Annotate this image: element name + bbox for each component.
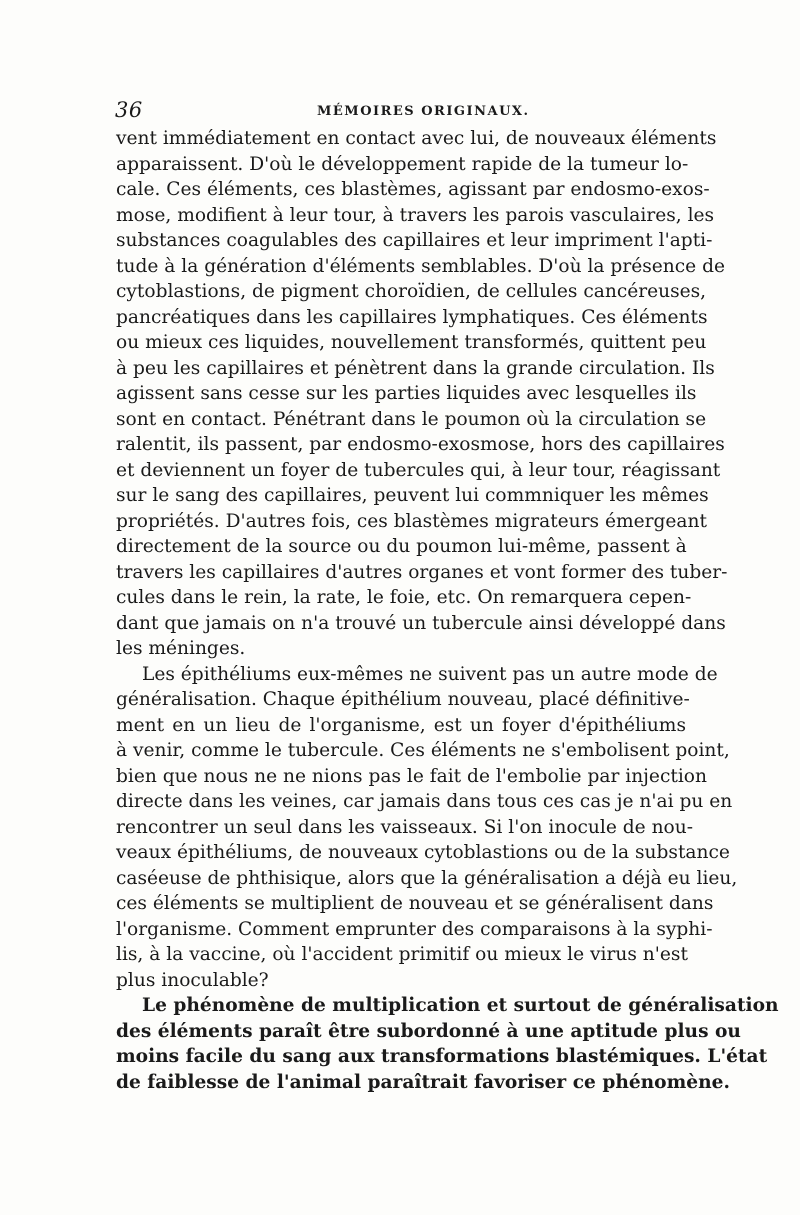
page-number: 36 xyxy=(115,98,143,122)
text-line: tude à la génération d'éléments semblables. D'où la présence de xyxy=(116,255,725,277)
text-line: caséeuse de phthisique, alors que la généralisation a déjà eu lieu, xyxy=(116,867,738,889)
text-line: bien que nous ne ne nions pas le fait de l'embolie par injection xyxy=(116,765,707,787)
text-line: de faiblesse de l'animal paraîtrait favoriser ce phénomène. xyxy=(116,1071,730,1093)
text-line: Les épithéliums eux-mêmes ne suivent pas un autre mode de xyxy=(142,663,718,685)
text-line: ment en un lieu de l'organisme, est un foyer d'épithéliums xyxy=(116,714,686,736)
text-line: des éléments paraît être subordonné à une aptitude plus ou xyxy=(116,1020,741,1042)
text-line: à peu les capillaires et pénètrent dans la grande circulation. Ils xyxy=(116,357,715,379)
text-line: Le phénomène de multiplication et surtout de généralisation xyxy=(142,995,779,1016)
text-line: l'organisme. Comment emprunter des comparaisons à la syphi- xyxy=(116,918,713,940)
text-line: propriétés. D'autres fois, ces blastèmes migrateurs émergeant xyxy=(116,510,707,532)
text-line: moins facile du sang aux transformations blastémiques. L'état xyxy=(116,1046,768,1067)
text-line: apparaissent. D'où le développement rapide de la tumeur lo- xyxy=(116,153,689,175)
body-text xyxy=(116,126,779,1095)
paragraph-1 xyxy=(116,126,728,662)
text-line: sont en contact. Pénétrant dans le poumon où la circulation se xyxy=(116,408,707,430)
paragraph-2 xyxy=(116,662,738,994)
text-line: lis, à la vaccine, où l'accident primitif ou mieux le virus n'est xyxy=(116,944,688,965)
text-line: à venir, comme le tubercule. Ces éléments ne s'embolisent point, xyxy=(116,740,730,761)
text-line: cytoblastions, de pigment choroïdien, de cellules cancéreuses, xyxy=(116,281,707,302)
text-line: directement de la source ou du poumon lui-même, passent à xyxy=(116,536,687,557)
text-line: généralisation. Chaque épithélium nouveau, placé définitive- xyxy=(116,689,690,710)
text-line: pancréatiques dans les capillaires lymphatiques. Ces éléments xyxy=(116,306,708,328)
text-line: substances coagulables des capillaires et leur impriment l'apti- xyxy=(116,230,713,251)
text-line: cale. Ces éléments, ces blastèmes, agissant par endosmo-exos- xyxy=(116,179,710,200)
text-line: sur le sang des capillaires, peuvent lui commniquer les mêmes xyxy=(116,485,709,506)
text-line: ralentit, ils passent, par endosmo-exosmose, hors des capillaires xyxy=(116,434,725,455)
text-line: cules dans le rein, la rate, le foie, etc. On remarquera cepen- xyxy=(116,587,692,608)
text-line: rencontrer un seul dans les vaisseaux. Si l'on inocule de nou- xyxy=(116,816,694,838)
running-title: MÉMOIRES ORIGINAUX. xyxy=(317,104,530,119)
paragraph-3 xyxy=(116,993,779,1095)
text-line: veaux épithéliums, de nouveaux cytoblastions ou de la substance xyxy=(116,842,730,863)
text-line: ces éléments se multiplient de nouveau et se généralisent dans xyxy=(116,893,714,914)
text-line: directe dans les veines, car jamais dans tous ces cas je n'ai pu en xyxy=(116,791,733,812)
text-line: dant que jamais on n'a trouvé un tubercule ainsi développé dans xyxy=(116,612,726,634)
text-line: vent immédiatement en contact avec lui, de nouveaux éléments xyxy=(116,128,717,149)
text-line: agissent sans cesse sur les parties liquides avec lesquelles ils xyxy=(116,383,697,404)
text-line: plus inoculable? xyxy=(116,969,269,991)
page-header xyxy=(115,98,685,122)
text-line: et deviennent un foyer de tubercules qui, à leur tour, réagissant xyxy=(116,459,721,481)
text-line: travers les capillaires d'autres organes et vont former des tuber- xyxy=(116,561,728,583)
text-line: mose, modifient à leur tour, à travers les parois vasculaires, les xyxy=(116,204,715,226)
text-line: ou mieux ces liquides, nouvellement transformés, quittent peu xyxy=(116,332,707,353)
text-line: les méninges. xyxy=(116,638,246,659)
